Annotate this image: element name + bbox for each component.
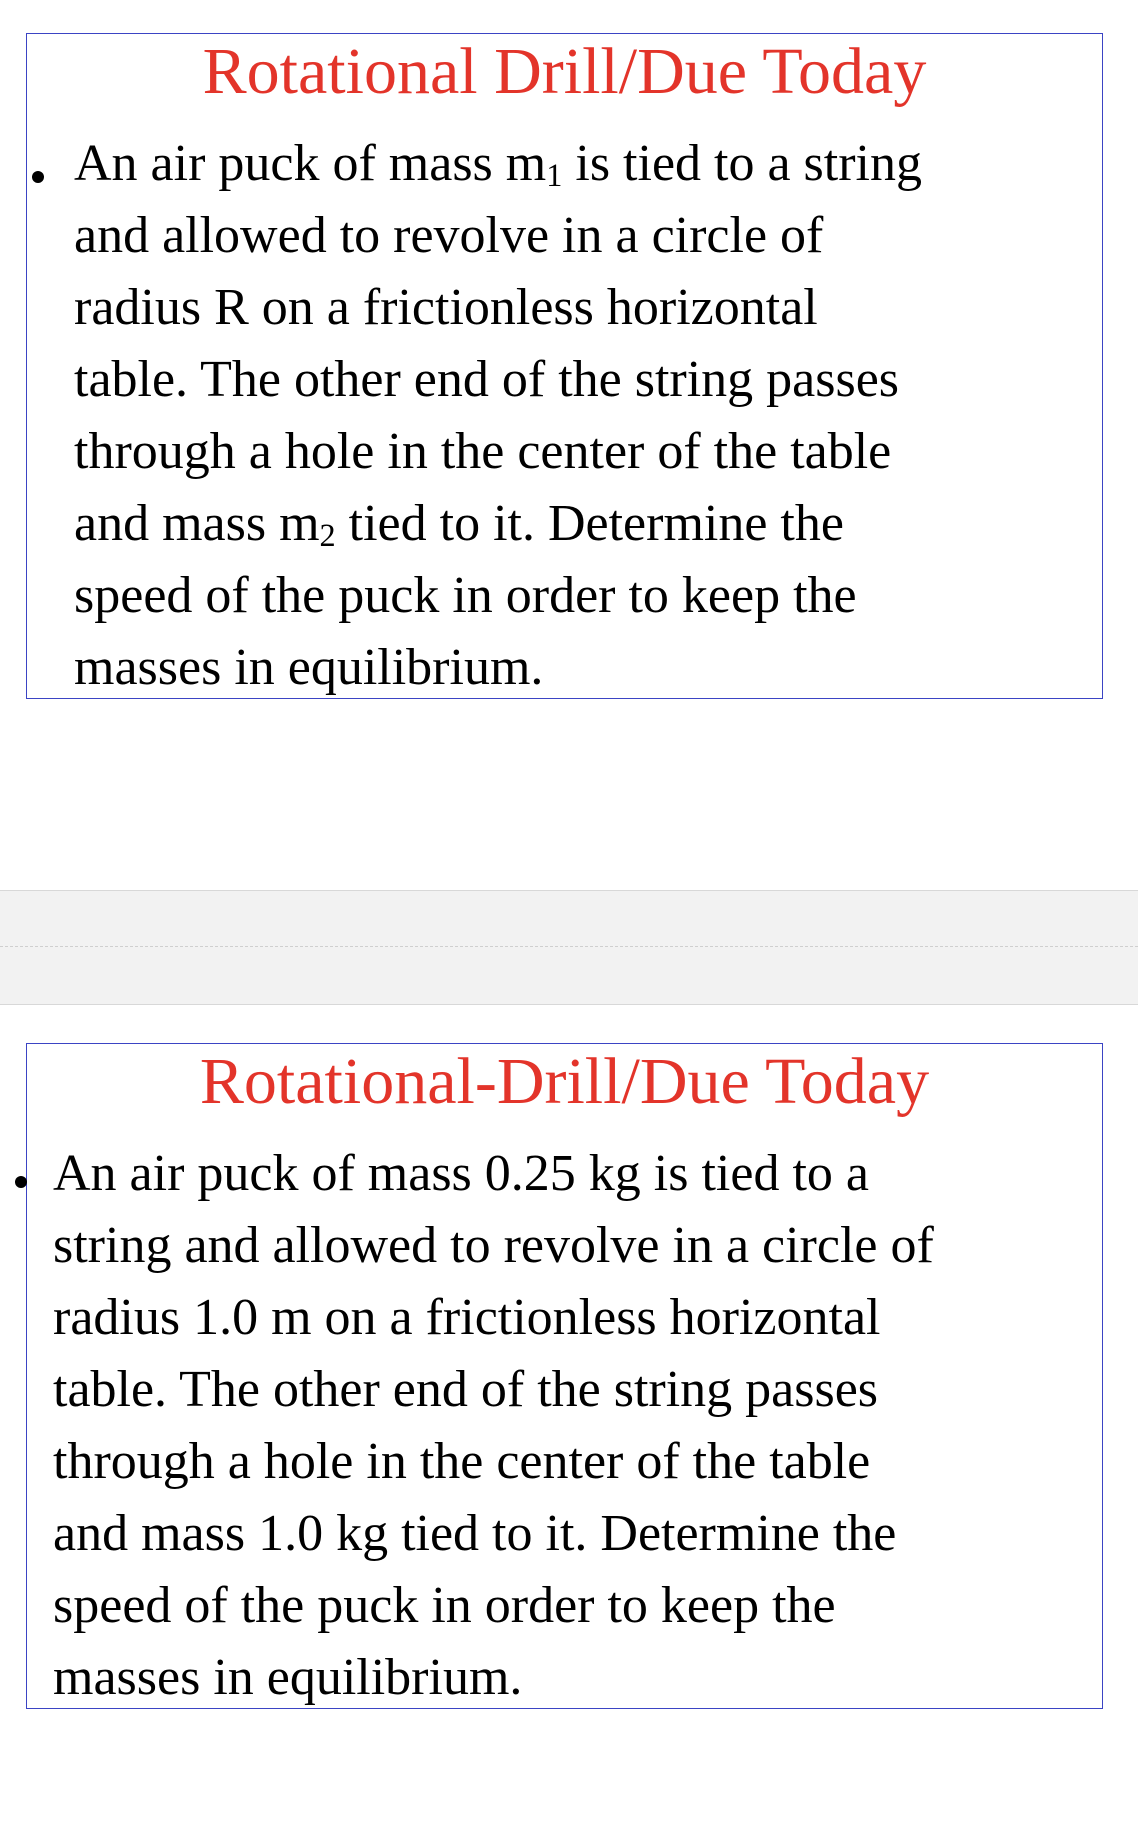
text-line: masses in equilibrium. <box>74 639 544 696</box>
bullet-text <box>74 128 922 704</box>
text-line: radius 1.0 m on a frictionless horizontal <box>53 1289 881 1346</box>
text-line: and mass $m_2$ tied to it. Determine the <box>74 495 844 553</box>
text-line: An air puck of mass 0.25 kg is tied to a <box>53 1145 869 1202</box>
text-line: speed of the puck in order to keep the <box>53 1577 836 1634</box>
subscript-1: 1 <box>546 156 563 193</box>
text-line: through a hole in the center of the table <box>74 423 892 480</box>
text-line: and allowed to revolve in a circle of <box>74 207 824 264</box>
viewer-page-gap <box>0 890 1138 1005</box>
text-line: radius R on a frictionless horizontal <box>74 279 818 336</box>
text-line: table. The other end of the string passes <box>53 1361 879 1418</box>
text-line: string and allowed to revolve in a circle of <box>53 1217 934 1274</box>
text-line: through a hole in the center of the table <box>53 1433 871 1490</box>
bullet-dot <box>15 1176 27 1188</box>
subscript-2: 2 <box>319 516 336 553</box>
bullet-dot <box>32 171 44 183</box>
slide-1 <box>26 33 1103 699</box>
page-divider <box>0 946 1138 947</box>
text-line: An air puck of mass $m_1$ is tied to a string <box>74 135 923 193</box>
text-line: table. The other end of the string passes <box>74 351 900 408</box>
slide-2 <box>26 1043 1103 1709</box>
text-line: and mass 1.0 kg tied to it. Determine the <box>53 1505 897 1562</box>
bullet-text <box>53 1138 934 1714</box>
slide-title: Rotational Drill/Due Today <box>202 35 927 108</box>
text-line: speed of the puck in order to keep the <box>74 567 857 624</box>
slide-title: Rotational-Drill/Due Today <box>199 1045 930 1118</box>
text-line: masses in equilibrium. <box>53 1649 523 1706</box>
